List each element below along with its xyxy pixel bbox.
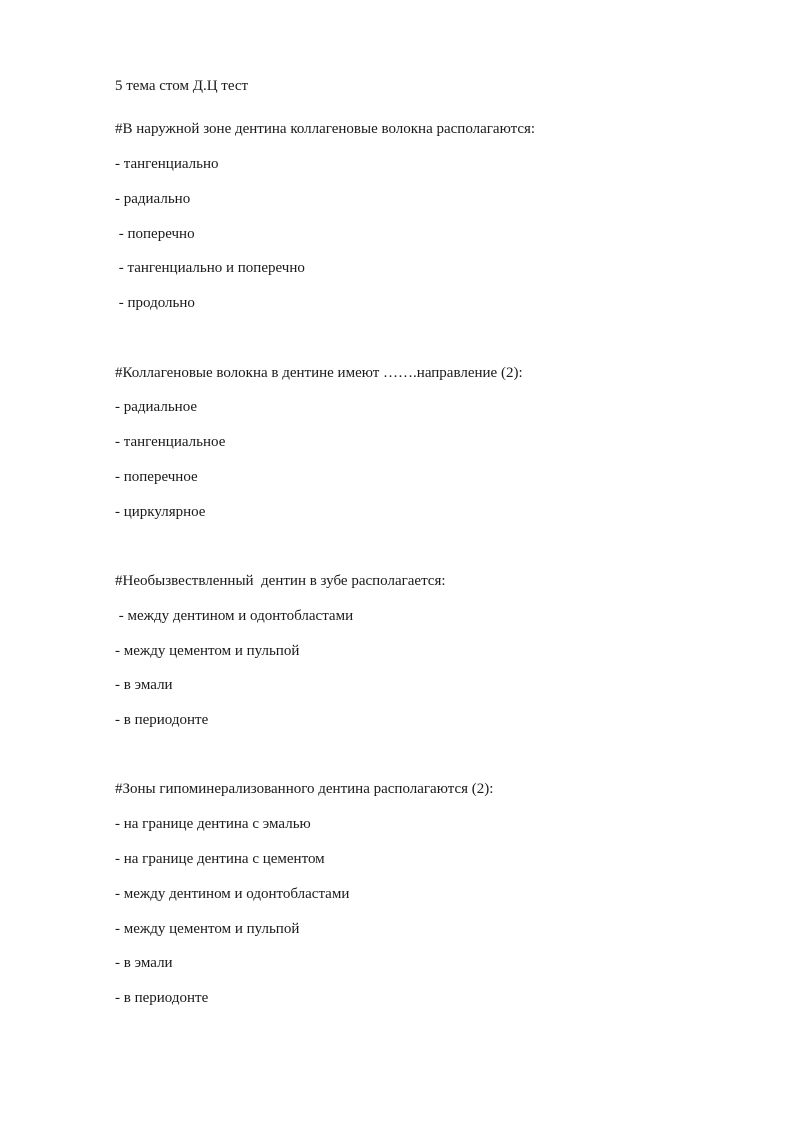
question-3-option-4: - в периодонте (115, 712, 209, 728)
question-4-option-6: - в периодонте (115, 990, 209, 1006)
question-4-option-4: - между цементом и пульпой (115, 921, 300, 937)
question-2-option-2: - тангенциальное (115, 434, 226, 450)
question-1-option-4: - тангенциально и поперечно (115, 260, 305, 276)
question-4-option-5: - в эмали (115, 955, 173, 971)
question-2-text: #Коллагеновые волокна в дентине имеют …….направление (2): (115, 365, 523, 381)
question-2-option-4: - циркулярное (115, 504, 206, 520)
question-1-text: #В наружной зоне дентина коллагеновые волокна располагаются: (115, 121, 536, 137)
question-4-option-2: - на границе дентина с цементом (115, 851, 325, 867)
question-3-option-1: - между дентином и одонтобластами (115, 608, 354, 624)
question-1-option-5: - продольно (115, 295, 195, 311)
question-1-option-3: - поперечно (115, 226, 195, 242)
question-4-option-3: - между дентином и одонтобластами (115, 886, 350, 902)
question-1-option-1: - тангенциально (115, 156, 219, 172)
question-4-option-1: - на границе дентина с эмалью (115, 816, 311, 832)
question-1-option-2: - радиально (115, 191, 191, 207)
question-3-option-3: - в эмали (115, 677, 173, 693)
question-4-text: #Зоны гипоминерализованного дентина располагаются (2): (115, 781, 494, 797)
question-2-option-3: - поперечное (115, 469, 198, 485)
question-3-option-2: - между цементом и пульпой (115, 643, 300, 659)
question-3-text: #Необызвествленный дентин в зубе располагается: (115, 573, 446, 589)
document-title: 5 тема стом Д.Ц тест (115, 78, 249, 94)
question-2-option-1: - радиальное (115, 399, 198, 415)
